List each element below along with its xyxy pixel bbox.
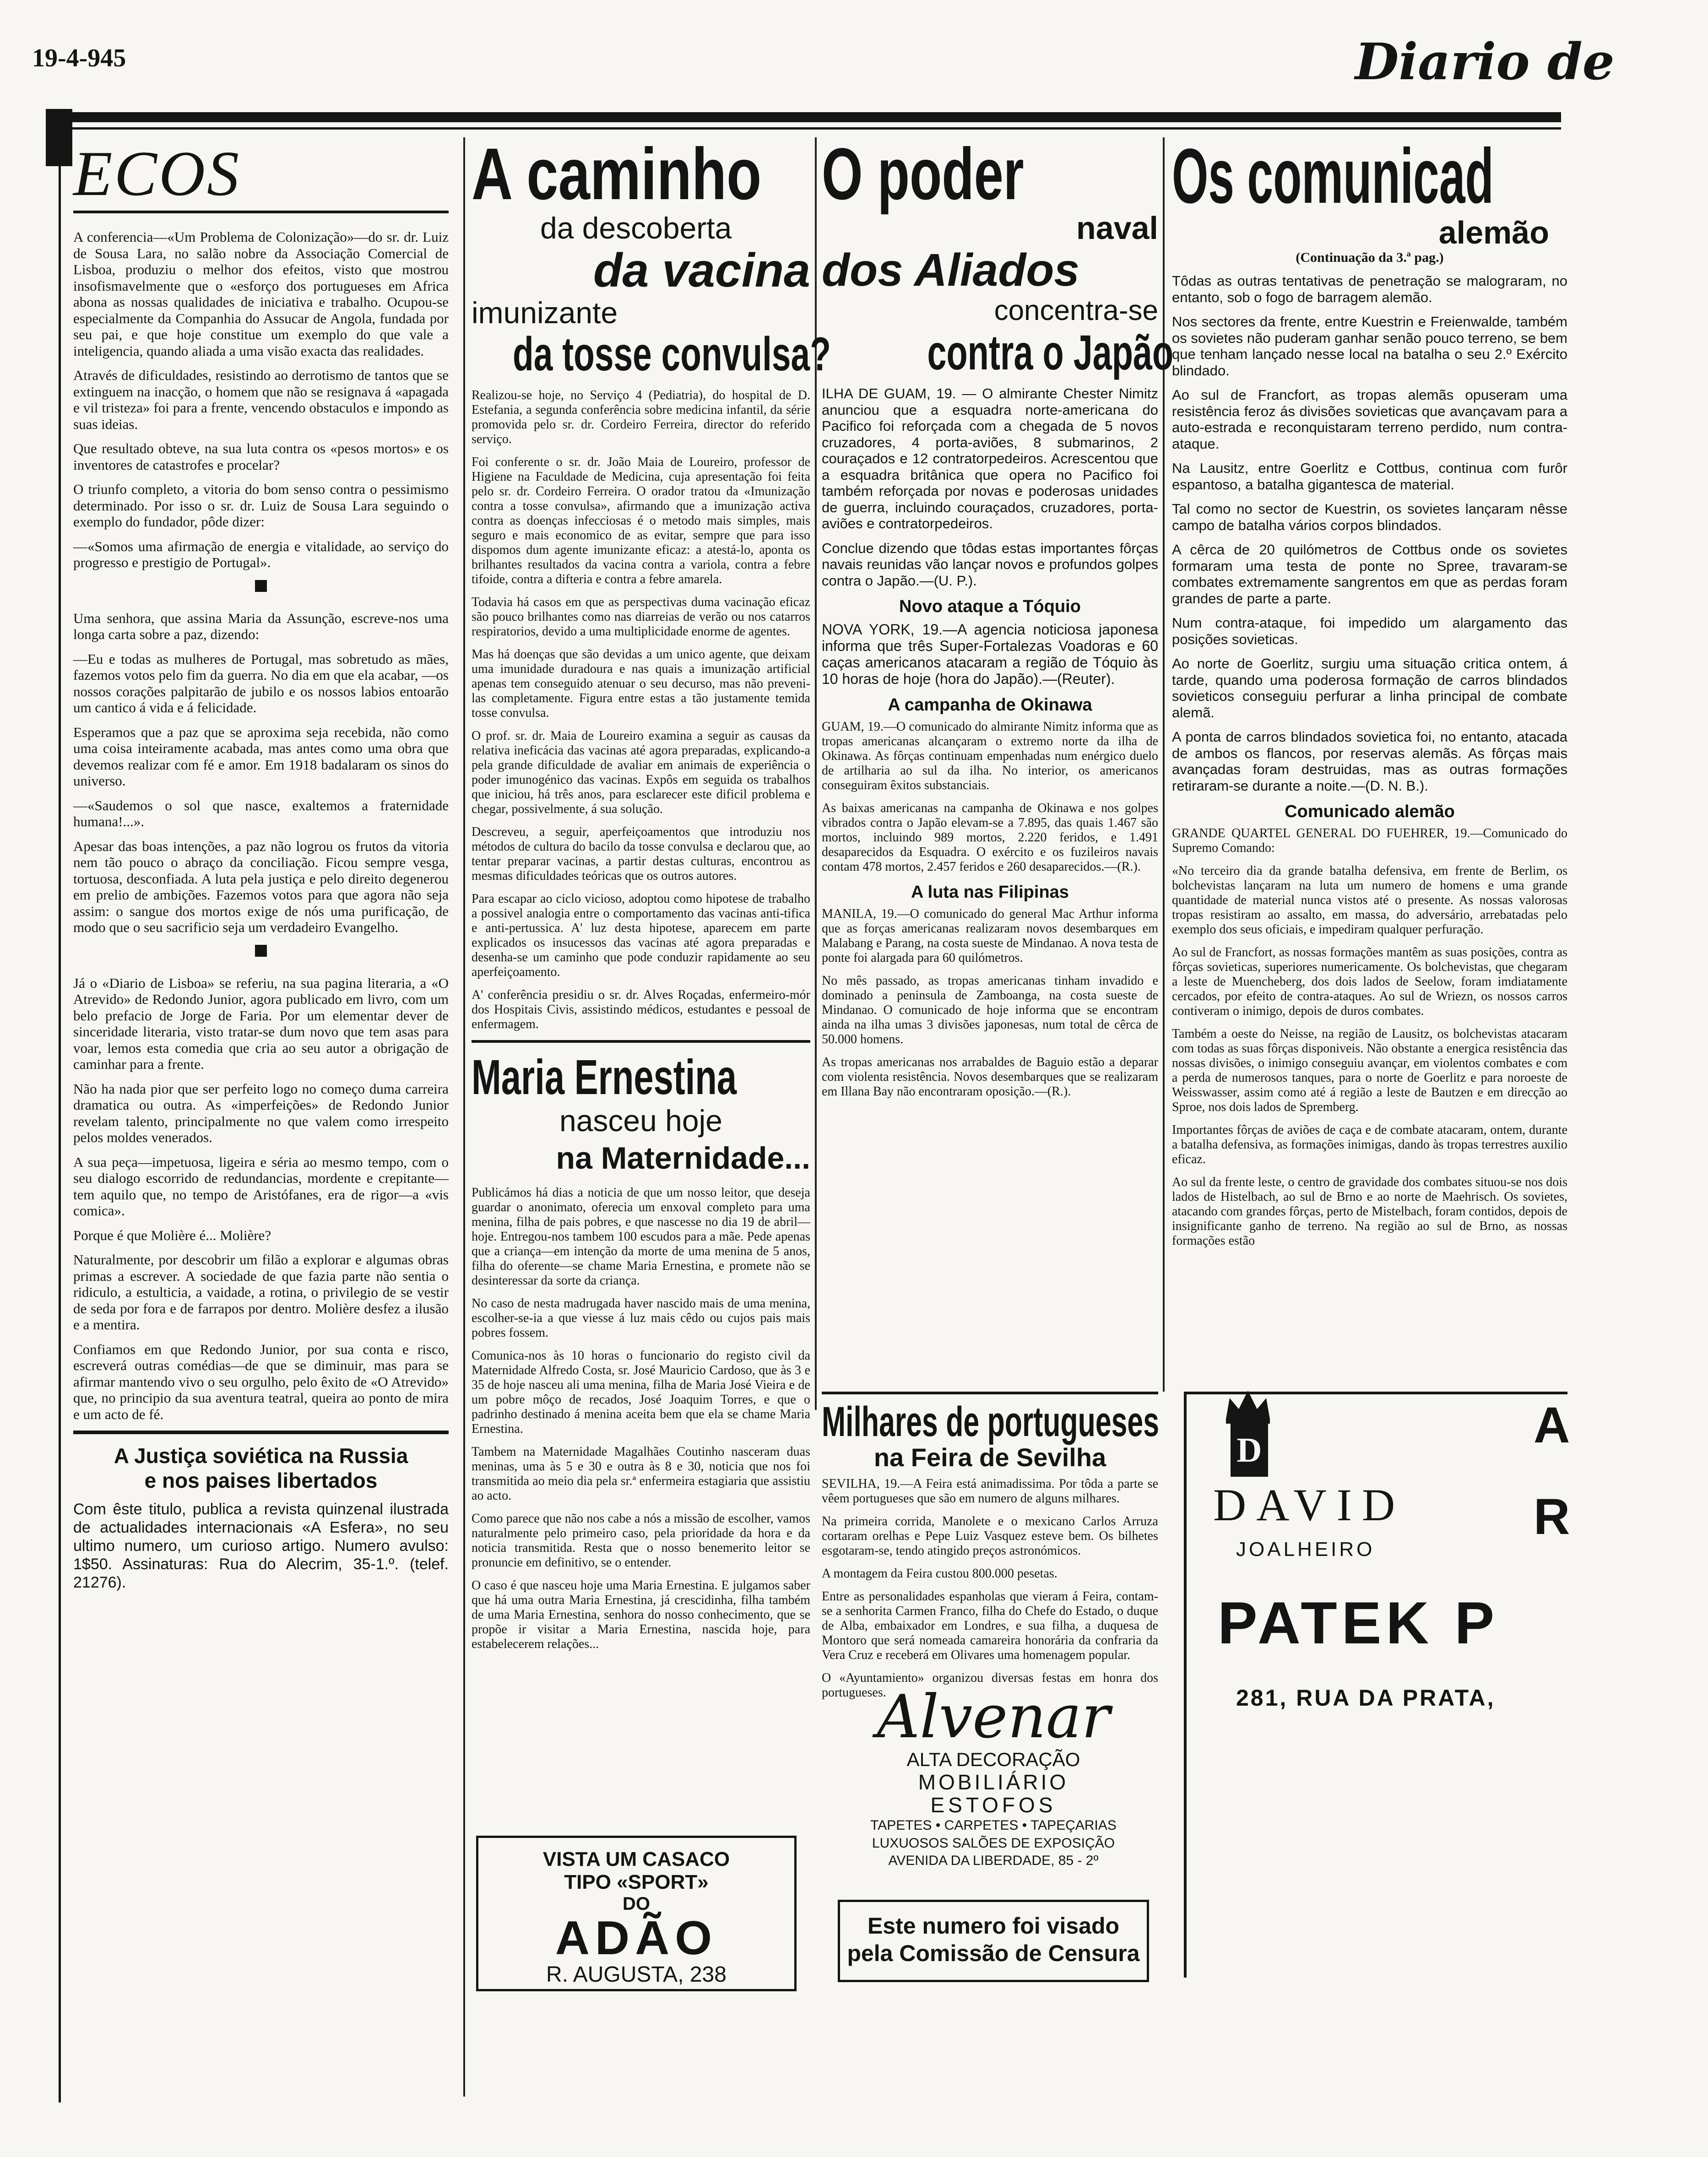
paragraph: Naturalmente, por descobrir um filão a explorar e algumas obras primas a escrever. A sociedade de que fazia parte não sentia o ridiculo, a estulticia, a vaidade, a rotina, o privilegio de se vestir de seda por fora e de farrapos por dentro. Molière desfez a ilusão e a mentira. (73, 1252, 449, 1333)
paragraph: Tal como no sector de Kuestrin, os sovietes lançaram nêsse campo de batalha vários corpos blindados. (1172, 501, 1567, 533)
ecos-section-1 (73, 229, 449, 571)
paragraph: Como parece que não nos cabe a nós a missão de escolher, vamos naturalmente pelo primeiro caso, pela prioridade da hora e da noticia transmitida. Resta que o nosso benemerito leitor se pronuncie em definitivo, se o entender. (472, 1512, 810, 1570)
vacina-headline-2: da descoberta (540, 211, 732, 245)
ernestina-headline-2: nasceu hoje (559, 1104, 722, 1138)
comunicado-continuation: (Continuação da 3.ª pag.) (1296, 250, 1444, 265)
comunicado-headline-2: alemão (1438, 215, 1549, 250)
justica-headline-2: e nos paises libertados (144, 1469, 378, 1492)
adao-line-1: VISTA UM CASACO (542, 1848, 730, 1870)
paragraph: Conclue dizendo que tôdas estas importantes fôrças navais reunidas vão lançar novos e profundos golpes contra o Japão.—(U. P.). (822, 540, 1158, 589)
naval-headline-4: concentra-se (994, 295, 1158, 326)
paragraph: GUAM, 19.—O comunicado do almirante Nimitz informa que as tropas americanas alcançaram o extremo norte da ilha de Okinawa. As fôrças continuam empenhadas num enérgico duelo de artilharia ao sul da ilha. No interior, os americanos conseguiram êxitos substanciais. (822, 720, 1158, 792)
paragraph: Porque é que Molière é... Molière? (73, 1227, 271, 1243)
paragraph: Todavia há casos em que as perspectivas duma vacinação eficaz são pouco brilhantes como nas diarreias de verão ou nos catarros respiratorios, devido a uma multiplicidade enorme de agentes. (472, 595, 810, 639)
paragraph: A sua peça—impetuosa, ligeira e séria ao mesmo tempo, com o seu dialogo escorrido de redundancias, mordente e crepitante—tem aquilo que, no tempo de Aristófanes, era de rigor—a «vis comica». (73, 1154, 449, 1219)
paragraph: No caso de nesta madrugada haver nascido mais de uma menina, escolher-se-ia a que viesse á luz mais cêdo ou cujos pais mais pobres fossem. (472, 1296, 810, 1340)
paragraph: Ao sul da frente leste, o centro de gravidade dos combates situou-se nos dois lados de Histelbach, ao sul de Brno e ao norte de Maehrisch. Os sovietes, atacando com grandes fôrças, perto de Mistelbach, foram contidos, depois de insignificante ganho de terreno. Na região ao sul de Brno, as nossas formações estão (1172, 1175, 1567, 1248)
ernestina-headline-1: Maria Ernestina (472, 1049, 737, 1105)
sevilha-rule (822, 1392, 1158, 1394)
david-right-letter-1: A (1534, 1397, 1570, 1453)
masthead-title: Diario de (1355, 32, 1615, 91)
paragraph: Num contra-ataque, foi impedido um alargamento das posições sovieticas. (1172, 615, 1567, 647)
paragraph: O caso é que nasceu hoje uma Maria Ernestina. E julgamos saber que há uma outra Maria Ernestina, já crescidinha, filha também de uma Maria Ernestina, senhora do nosso conhecimento, que se propõe ir visitar a Maria Ernestina, nascida hoje, para estabelecerem relações... (472, 1578, 810, 1651)
justica-headline-1: A Justiça soviética na Russia (114, 1444, 408, 1468)
section-separator (255, 945, 267, 957)
paragraph: SEVILHA, 19.—A Feira está animadissima. Por tôda a parte se vêem portugueses que são em numero de alguns milhares. (822, 1477, 1158, 1506)
vacina-column (472, 133, 831, 2106)
david-brand: DAVID (1213, 1480, 1405, 1530)
adao-address: R. AUGUSTA, 238 (546, 1962, 727, 1987)
sevilha-article (822, 1477, 1158, 1700)
ecos-rule (73, 211, 449, 213)
paragraph: ILHA DE GUAM, 19. — O almirante Chester Nimitz anunciou que a esquadra norte-americana do Pacifico foi reforçada com a chegada de 5 novos cruzadores, 4 porta-aviões, 8 submarinos, 2 couraçados e 12 contratorpedeiros. Acrescentou que a esquadra britânica que opera no Pacifico foi também reforçada por novas e poderosas unidades de guerra, incluindo couraçados, cruzadores, porta-aviões e contratorpedeiros. (822, 385, 1158, 531)
paragraph: «No terceiro dia da grande batalha defensiva, em frente de Berlim, os bolchevistas lançaram na luta um numero de homens e uma grande quantidade de material nunca vistos até o presente. As nossas valorosas tropas resistiram ao assalto, em massa, do adversário, arrebatadas pelo exemplo dos seus oficiais, e impediram qualquer perfuração. (1172, 864, 1567, 937)
comunicado-article (1172, 273, 1567, 794)
paragraph: As tropas americanas nos arrabaldes de Baguio estão a deparar com violenta resistência. Novos desembarques que se realizaram em Illana Bay não encontraram oposição.—(R.). (822, 1055, 1158, 1099)
paragraph: Ao sul de Francfort, as tropas alemãs opuseram uma resistência feroz ás divisões sovieticas que avançavam para a auto-estrada e reconquistaram terreno perdido, num contra-ataque. (1172, 387, 1567, 452)
comunicado-headline-1: Os comunicad (1172, 133, 1494, 220)
vacina-headline-4: imunizante (472, 296, 618, 330)
paragraph: Ao norte de Goerlitz, surgiu uma situação critica ontem, á tarde, quando uma poderosa formação de carros blindados sovieticos conseguiu perfurar a linha principal de combate alemã. (1172, 656, 1567, 721)
adao-brand: ADÃO (555, 1912, 718, 1965)
left-vertical-rule (59, 166, 61, 2103)
paragraph: Para escapar ao ciclo vicioso, adoptou como hipotese de trabalho a possivel analogia entre o comportamento das vacinas anti-tifica e anti-pertussica. A' luz desta hipotese, aparecem em parte explicados os insucessos das vacinas até agora preparadas e desenha-se um caminho que pode conduzir rapidamente ao seu aperfeiçoamento. (472, 892, 810, 979)
paragraph: MANILA, 19.—O comunicado do general Mac Arthur informa que as forças americanas realizaram novos desembarques em Malabang e Parang, na costa sueste de Mindanao. A nova testa de ponte foi alargada para 60 quilómetros. (822, 907, 1158, 965)
paragraph: Que resultado obteve, na sua luta contra os «pesos mortos» e os inventores de catastrofes e procelar? (73, 440, 449, 473)
paragraph: A' conferência presidiu o sr. dr. Alves Roçadas, enfermeiro-mór dos Hospitais Civis, assistindo médicos, estudantes e pessoal de enfermagem. (472, 988, 810, 1031)
ecos-section-2 (73, 610, 449, 936)
paragraph: —«Somos uma afirmação de energia e vitalidade, ao serviço do progresso e prestigio de Portugal». (73, 538, 449, 570)
top-rule-thin (46, 127, 1561, 130)
naval-okinawa-text (822, 720, 1158, 874)
paragraph: Tambem na Maternidade Magalhães Coutinho nasceram duas meninas, uma às 5 e 30 e outra às 8 e 30, noticia que nos foi transmitida ao meio dia pela sr.ª enfermeira estagiaria que assistiu ao acto. (472, 1445, 810, 1503)
paragraph: Confiamos em que Redondo Junior, por sua conta e risco, escreverá outras comédias—de que se diminuir, mas para se afirmar mantendo vivo o seu orgulho, pelo êxito de «O Atrevido» que, no principio da sua aventura teatral, queira ao ponto de mira e um acto de fé. (73, 1341, 449, 1422)
paragraph: —Eu e todas as mulheres de Portugal, mas sobretudo as mães, fazemos votos pelo fim da guerra. No dia em que ela acabar, —os nossos corações palpitarão de jubilo e os nossos labios entoarão um cantico á vida e á felicidade. (73, 650, 449, 715)
ernestina-article (472, 1186, 810, 1652)
comunicado-supremo-text (1172, 826, 1567, 1248)
naval-subhead-2: A campanha de Okinawa (888, 695, 1092, 715)
paragraph: A conferencia—«Um Problema de Colonização»—do sr. dr. Luiz de Sousa Lara, no salão nobre da Associação Comercial de Lisboa, produziu o melhor dos efeitos, visto que mostrou insofismavelmente que o «esforço dos portugueses em Africa abona as nossas qualidades de iniciativa e trabalho. Ocupou-se especialmente da Companhia do Assucar de Angola, fundada por seu pai, e que hoje constitue um exemplo do que vale a inteligencia, quando aliada a uma visão exacta das realidades. (73, 229, 449, 359)
paragraph: Comunica-nos às 10 horas o funcionario do registo civil da Maternidade Alfredo Costa, sr. José Mauricio Cardoso, que às 3 e 35 de hoje nasceu ali uma menina, filha de Maria José Vieira e de um pobre môço de recados, José Joaquim Torres, e que o padrinho destinado á menina aceita bem que ela se chame Maria Ernestina. (472, 1349, 810, 1436)
adao-ad (476, 1836, 797, 1991)
censura-line-2: pela Comissão de Censura (847, 1940, 1140, 1966)
paragraph: Realizou-se hoje, no Serviço 4 (Pediatria), do hospital de D. Estefania, a segunda conferência sobre medicina infantil, da série promovida pelo sr. dr. Cordeiro Ferreira, director do referido serviço. (472, 388, 810, 446)
paragraph: GRANDE QUARTEL GENERAL DO FUEHRER, 19.—Comunicado do Supremo Comando: (1172, 826, 1567, 855)
paragraph: A montagem da Feira custou 800.000 pesetas. (822, 1566, 1057, 1581)
vacina-headline-5: da tosse convulsa? (513, 328, 831, 381)
paragraph: Na primeira corrida, Manolete e o mexicano Carlos Arruza cortaram orelhas e Pepe Luiz Vasquez esteve bem. Os bilhetes esgotaram-se, tendo atingido preços astronómicos. (822, 1514, 1158, 1558)
ecos-column (73, 138, 449, 2110)
naval-headline-1: O poder (822, 133, 1024, 215)
paragraph: Não ha nada pior que ser perfeito logo no começo duma carreira dramatica ou outra. As «imperfeições» de Redondo Junior revelam talento, principalmente no que valem como irrespeito pelos moldes venerados. (73, 1080, 449, 1145)
alvenar-line-2: MOBILIÁRIO (918, 1770, 1069, 1794)
issue-date: 19-4-945 (32, 44, 126, 72)
paragraph: Uma senhora, que assina Maria da Assunção, escreve-nos uma longa carta sobre a paz, dizendo: (73, 610, 449, 642)
paragraph: —«Saudemos o sol que nasce, exaltemos a fraternidade humana!...». (73, 797, 449, 829)
paragraph: O prof. sr. dr. Maia de Loureiro examina a seguir as causas da relativa ineficácia das vacinas até agora preparadas, explicando-a pela grande dificuldade de avaliar em animais de experiência o poder imunogénico das vacinas. Expôs em seguida os trabalhos que iniciou, há três anos, para esclarecer este dificil problema e chegar, possivelmente, á sua solução. (472, 729, 810, 816)
paragraph: Tôdas as outras tentativas de penetração se malograram, no entanto, sob o fogo de barragem alemão. (1172, 273, 1567, 305)
comunicado-subhead: Comunicado alemão (1285, 802, 1455, 821)
naval-subhead-1: Novo ataque a Tóquio (899, 597, 1081, 616)
alvenar-line-4: TAPETES • CARPETES • TAPEÇARIAS (870, 1818, 1117, 1833)
column-rule-1 (463, 137, 465, 2097)
justica-rule (73, 1431, 449, 1434)
paragraph: Também a oeste do Neisse, na região de Lausitz, os bolchevistas atacaram com todas as suas fôrças disponiveis. Não obstante a energica resistência das nossas divisões, o inimigo conseguiu avançar, em violentos combates e com a perda de numerosos tanques, para o norte de Goerlitz e para noroeste de Weisswasser, assim como até á região a leste de Bautzen e em direcção ao Sproe, nos dois lados de Spremberg. (1172, 1027, 1567, 1114)
paragraph: As baixas americanas na campanha de Okinawa e nos golpes vibrados contra o Japão elevam-se a 7.895, das quais 1.467 são mortos, incluindo 989 mortos, 2.220 feridos, e 1.491 desaparecidos da Esquadra. O exército e os fuzileiros navais contam 478 mortos, 2.457 feridos e 260 desaparecidos.—(R.). (822, 801, 1158, 874)
paragraph: Apesar das boas intenções, a paz não logrou os frutos da vitoria nem tão pouco o abraço da conciliação. Ficou sempre vesga, tortuosa, desconfiada. A luta pela justiça e pelo direito degenerou em prelio de ambições. Fazemos votos para que agora não seja assim: o sangue dos mortos exige de nós uma purificação, de modo que o seu sacrificio seja um verdadeiro Evangelho. (73, 838, 449, 935)
comunicado-column (1172, 133, 1567, 1392)
vacina-headline-3: da vacina (593, 244, 810, 297)
naval-article (822, 385, 1158, 589)
vacina-article (472, 388, 810, 1032)
ernestina-headline-3: na Maternidade... (556, 1141, 810, 1176)
alvenar-logo: Alvenar (877, 1682, 1110, 1751)
naval-headline-2: naval (1076, 210, 1158, 246)
sevilha-headline-2: na Feira de Sevilha (873, 1443, 1106, 1472)
sevilha-headline-1: Milhares de portugueses (822, 1398, 1160, 1445)
naval-filipinas-text (822, 907, 1158, 1099)
paragraph: Foi conferente o sr. dr. João Maia de Loureiro, professor de Higiene na Faculdade de Medicina, cuja apresentação foi feita pelo sr. dr. Cordeiro Ferreira. O orador tratou da «Imunização contra a tosse convulsa», afirmando que a imunização activa contra as doenças infecciosas é o metodo mais simples, mais seguro e mais economico de as evitar, sempre que para isso dispomos dum agente imunizante eficaz: a atestá-lo, aponta os brilhantes resultados da vacina contra a variola, contra a febre tifoide, contra a difteria e contra a febre amarela. (472, 455, 810, 586)
david-logo: D (1231, 1424, 1268, 1477)
patek-brand: PATEK P (1218, 1589, 1499, 1656)
vacina-headline-1: A caminho (472, 133, 762, 215)
paragraph: Mas há doenças que são devidas a um unico agente, que deixam uma imunidade duradoura e nas quais a imunização artificial apenas tem conseguido atenuar o seu decurso, mas não preveni-las completamente. Figura entre estas a tão justamente temida tosse convulsa. (472, 647, 810, 720)
censura-box (838, 1900, 1149, 1982)
alvenar-line-5: LUXUOSOS SALÕES DE EXPOSIÇÃO (872, 1836, 1115, 1851)
paragraph: Ao sul de Francfort, as nossas formações mantêm as suas posições, contra as fôrças sovieticas, superiores numericamente. Os bolchevistas, que chegaram a leste de Muencheberg, dos dois lados de Seelow, foram imdiatamente cercados, por efeito de contra-ataques. Ao sul de Wriezn, os nossos carros contiveram o inimigo, depois de duros combates. (1172, 945, 1567, 1018)
david-right-letter-2: R (1534, 1489, 1570, 1545)
paragraph: Descreveu, a seguir, aperfeiçoamentos que introduziu nos métodos de cultura do bacilo da tosse convulsa e declarou que, ao tentar preparar vacinas, a partir destas culturas, encontrou as mesmas dificuldades teóricas que os outros autores. (472, 825, 810, 883)
paragraph: O triunfo completo, a vitoria do bom senso contra o pessimismo determinado. Por isso o sr. dr. Luiz de Sousa Lara seguindo o exemplo do fundador, pôde dizer: (73, 481, 449, 530)
paragraph: Entre as personalidades espanholas que vieram á Feira, contam-se a senhorita Carmen Franco, filha do Chefe do Estado, o duque de Alba, embaixador em Londres, e sua filha, a duquesa de Montoro que será nomeada camareira honorária da confraria da Vera Cruz e receberá em Olivares uma homenagem popular. (822, 1589, 1158, 1662)
paragraph: Através de dificuldades, resistindo ao derrotismo de tantos que se extinguem na inacção, o homem que não se resignava á «apagada e vil tristeza» foi para a frente, vencendo obstaculos e impondo as suas ideias. (73, 367, 449, 432)
david-left-rule (1184, 1392, 1187, 1978)
naval-column (822, 133, 1174, 1415)
paragraph: Na Lausitz, entre Goerlitz e Cottbus, continua com furôr espantoso, a batalha gigantesca de material. (1172, 460, 1567, 493)
top-rule (46, 112, 1561, 122)
paragraph: Já o «Diario de Lisboa» se referiu, na sua pagina literaria, a «O Atrevido» de Redondo Junior, agora publicado em livro, com um belo prefacio de Jorge de Faria. Por um elementar dever de sinceridade literaria, visto tratar-se dum novo que tem asas para voar, lemos esta comedia que cria ao seu autor a obrigação de caminhar para a frente. (73, 975, 449, 1072)
censura-line-1: Este numero foi visado (867, 1913, 1120, 1939)
paragraph: Nos sectores da frente, entre Kuestrin e Freienwalde, também os sovietes não puderam ganhar senão pouco terreno, se bem que tenham lançado nesse local na batalha o seu 2.º Exército blindado. (1172, 314, 1567, 379)
paragraph: A cêrca de 20 quilómetros de Cottbus onde os sovietes formaram uma testa de ponte no Spree, travaram-se combates extremamente sangrentos em que as perdas foram grandes de parte a parte. (1172, 542, 1567, 607)
paragraph: O «Ayuntamiento» organizou diversas festas em honra dos portugueses. (822, 1671, 1158, 1700)
naval-headline-3: dos Aliados (822, 244, 1080, 296)
section-separator (255, 580, 267, 592)
naval-tokyo-text: NOVA YORK, 19.—A agencia noticiosa japonesa informa que três Super-Fortalezas Voadoras e 60 caças americanos atacaram a região de Tóquio às 10 horas de hoje (hora do Japão).—(Reuter). (822, 621, 1158, 687)
ecos-title: ECOS (73, 138, 241, 209)
adao-line-3: DO (623, 1894, 650, 1914)
paragraph: No mês passado, as tropas americanas tinham invadido e dominado a peninsula de Zamboanga, na costa sueste de Mindanao. O comunicado de hoje informa que se encontram ainda na ilha umas 3 divisões japonesas, num total de cêrca de 50.000 homens. (822, 974, 1158, 1046)
paragraph: A ponta de carros blindados sovietica foi, no entanto, atacada de ambos os flancos, por reservas alemãs. As fôrças mais avançadas foram destruidas, mas as outras formações retiraram-se durante a noite.—(D. N. B.). (1172, 729, 1567, 794)
david-address: 281, RUA DA PRATA, (1236, 1685, 1496, 1711)
paragraph: Importantes fôrças de aviões de caça e de combate atacaram, ontem, durante a batalha defensiva, as formações inimigas, dando às tropas terrestres auxilio eficaz. (1172, 1123, 1567, 1166)
left-block-ornament (46, 109, 72, 166)
ecos-section-3 (73, 975, 449, 1423)
justica-text: Com êste titulo, publica a revista quinzenal ilustrada de actualidades internacionais «A Esfera», no seu ultimo numero, um curioso artigo. Numero avulso: 1$50. Assinaturas: Rua do Alecrim, 35-1.º. (telef. 21276). (73, 1501, 449, 1591)
alvenar-line-1: ALTA DECORAÇÃO (906, 1749, 1080, 1770)
adao-line-2: TIPO «SPORT» (564, 1871, 709, 1893)
naval-subhead-3: A luta nas Filipinas (911, 883, 1069, 902)
alvenar-line-3: ESTOFOS (930, 1793, 1057, 1817)
david-subtitle: JOALHEIRO (1236, 1538, 1375, 1561)
ernestina-rule (472, 1040, 810, 1043)
naval-headline-5: contra o Japão (927, 325, 1174, 380)
crown-icon (1223, 1387, 1273, 1424)
alvenar-line-6: AVENIDA DA LIBERDADE, 85 - 2º (888, 1853, 1099, 1868)
paragraph: Esperamos que a paz que se aproxima seja recebida, não como uma coisa inteiramente acabada, mas antes como uma obra que devemos realizar com fé e amor. Em 1918 badalaram os sinos do universo. (73, 724, 449, 789)
paragraph: Publicámos há dias a noticia de que um nosso leitor, que deseja guardar o anonimato, oferecia um enxoval completo para uma menina, filha de pais pobres, e que nascesse no dia 19 de abril—hoje. Entregou-nos tambem 100 escudos para a mãe. Pede apenas que a criança—em intenção da morte de uma menina de 5 anos, filha do oferente—se chame Maria Ernestina, e promete não se desinteressar da sorte da criança. (472, 1186, 810, 1288)
